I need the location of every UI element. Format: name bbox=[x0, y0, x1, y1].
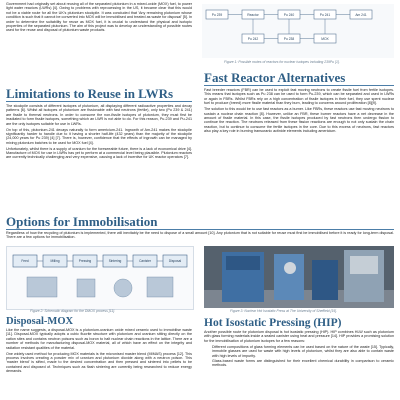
fast-paragraph-2: The solution to this would be to use fast reactors as a burner. Like FBRs, these reactors use fast moving neutrons to sustain a nuclear chain reaction [8]. However, unlike an FBR, these burner reactors have a net decrease in the amount of fissile material. In this case, the fissile isotopes produced by fast neutrons then undergo fission to continue the reaction. The neutrons released from these fission reactions are enough to not only sustain the chain reaction, but to continue to consume the fertile isotopes in the core. Due to this excess of neutrons, fast reactors also play a key role in burning transuranic actinide elements including americium. bbox=[204, 107, 394, 134]
flow-node-label: Reactor bbox=[247, 13, 259, 17]
section-title-lwr: Limitations to Reuse in LWRs bbox=[6, 86, 174, 101]
lwr-paragraph-3: Unfortunately, whilst there is a supply of uranium for the foreseeable future, there is a lack of economical drive [4]. Manufacture of MOX for use in LWRs has yet to perform at a commercial level being plausible. Plutonium reactors are currently technically challenging and very expensive, causing a lack of incentive for UK reactor operators [7]. bbox=[6, 146, 192, 160]
hip-bullet-item: • Different compositions of glass forming elements can be used based on the nature of the waste [15]. Typically, immobile glasses are used for waste with high levels of plutonium, whilst they are also able to contain waste with high levels of impurity. bbox=[212, 345, 394, 358]
figure-2-caption: Figure 2: Schematic diagram for the DMOX process [11]. bbox=[30, 309, 116, 313]
lwr-paragraph-2: On top of this, plutonium-241 decays naturally to form americium-241. Ingrowth of Am-241 makes the stockpile significantly harder to handle due to it having a shorter half-life (432 years) than the majority of the stockpile (24,000 years for Pu 239) [4] [7]. There is, however, confidence that the effects of ingrowth can be managed by mixing plutonium batches to be used for MOX fuel [4]. bbox=[6, 127, 192, 145]
options-text bbox=[6, 231, 394, 245]
section-title-fast-reactors: Fast Reactor Alternatives bbox=[204, 70, 346, 85]
diagram-step-label: Milling bbox=[50, 259, 60, 264]
figure-1-flow-diagram bbox=[202, 4, 394, 58]
section-rule-fast bbox=[204, 85, 394, 86]
section-rule-options bbox=[6, 229, 394, 230]
intro-paragraph: Government had originally set about reusing all of the separated plutonium in a mixed-oxide (MOX) fuel, to power light water reactors (LWRs) [4]. Owing to problems with reprocessing in the US, it became clear that this would not be a viable route for all the UK's plutonium stockpile. It was concluded that 'Any remaining plutonium whose condition is such that it cannot be converted into MOX will be immobilised and treated as waste for disposal' [5]. In order to determine the suitability for reuse as MOX fuel, it is crucial to understand the physical and isotopic properties of the separated plutonium. The aim of this project was to develop an understanding of possible routes used for the reuse and disposal of plutonium waste products. bbox=[6, 2, 192, 33]
diagram-step-label: Canister bbox=[139, 259, 151, 264]
dmox-text-column bbox=[6, 328, 192, 398]
hip-text-column bbox=[204, 330, 394, 398]
diagram-step-label: Sintering bbox=[108, 259, 122, 264]
diagram-step-label: Disposal bbox=[168, 259, 182, 264]
flow-node-label: MOX bbox=[321, 37, 329, 41]
hip-bullet-list bbox=[204, 345, 394, 368]
flow-node-label: Pu 238 bbox=[283, 37, 295, 41]
fast-paragraph-1: Fast breeder reactors (FBR) can be used to exploit fast moving neutrons to create fissile fuel from fertile isotopes. This means that isotopes such as Pu 238 can be used to form Pu-239, which can be separated and used in LWRs or again in FBRs. Whilst FBRs rely on a high concentration of fissile isotopes in their fuel, they use spent nuclear fuel to produce (breed) more fissile material than they burn, leading to concerns around proliferation [8][9]. bbox=[204, 88, 394, 106]
section-rule-lwr bbox=[6, 101, 192, 102]
flow-node-label: Pu 240 bbox=[283, 13, 295, 17]
intro-text-column bbox=[6, 2, 192, 86]
fast-text-column bbox=[204, 88, 394, 208]
figure-2-dmox-diagram bbox=[6, 246, 194, 310]
section-title-immobilisation: Options for Immobilisation bbox=[6, 214, 158, 229]
dmox-paragraph-1: Like the name suggests, a disposal-MOX is a plutonium-uranium oxide mixed ceramic used to immobilise waste [11]. Disposal-MOX typically adopts a cubic fluorite structure with plutonium and uranium sitting directly on the cation sites and contains neutron poisons such as boron to halt nuclear chain reactions in the lattice. There are a number of methods for manufacturing disposal-MOX material, all of which have an effect on the integrity and radiation resistant qualities of the material. bbox=[6, 328, 192, 350]
diagram-step-label: Feed bbox=[21, 259, 29, 264]
lwr-paragraph-1: The stockpile consists of different isotopes of plutonium, all displaying different radioactive properties and decay patterns [6]. Whilst all isotopes of plutonium are fissionable with fast neutrons (fertile), only two (Pu 239 & 241) are fissile to thermal neutrons. In order to consume the non-fissile isotopes of plutonium, they must first be irradiated to form fissile isotopes, something which an LWR is not able to do. For this reason, Pu-239 and Pu-241 are the only isotopes suitable for use in LWRs. bbox=[6, 104, 192, 126]
diagram-step-label: Pressing bbox=[78, 259, 92, 264]
flow-node-label: Pu 239 bbox=[211, 13, 223, 17]
dmox-paragraph-2: One widely used method for producing MOX materials is the micronised master blend (MIMAS) process [12]. This process involves creating a powder mix of uranium and plutonium dioxide along with a neutron poison. This 'master blend' is sifted, made to the desired concentration and then pressed and sintered into pellets to be contained and disposed of. Techniques such as flash sintering are currently being researched to reduce energy demands. bbox=[6, 351, 192, 374]
figure-3-hip-photo bbox=[204, 246, 394, 308]
dmox-diagram-svg bbox=[7, 247, 193, 309]
section-title-hip: Hot Isostatic Pressing (HIP) bbox=[204, 317, 342, 329]
options-paragraph: Regardless of how the recycling of plutonium is implemented, there will inevitably be the need to dispose of a small amount [10]. Any plutonium that is not suitable for reuse must first be immobilised before it is ready for long-term disposal. There are a few options for immobilisation. bbox=[6, 231, 394, 240]
flow-node-label: Am 241 bbox=[355, 13, 367, 17]
section-title-dmox: Disposal-MOX bbox=[6, 316, 74, 327]
hip-photo-svg bbox=[204, 246, 394, 308]
hip-paragraph: Another possible route for plutonium disposal is hot isostatic pressing (HIP). HIP combines HLW such as plutonium with glass forming materials inside a sealed canister using heat and pressure [14]. HIP provides a promising solution for the immobilisation of plutonium isotopes for a few reasons: bbox=[204, 330, 394, 343]
figure-1-caption: Figure 1: Possible routes of reactors for nuclear isotopes including 239Pu [1]. bbox=[224, 60, 340, 64]
hip-bullet-item: • Glass-based waste forms are distinguished for their excellent chemical durability in comparison to ceramic methods. bbox=[212, 359, 394, 368]
flow-node-label: Pu 241 bbox=[319, 13, 331, 17]
flow-node-label: Pu 242 bbox=[247, 37, 259, 41]
figure-3-caption: Figure 3: Nuclear Hot Isostatic Press at The University of Sheffield [15]. bbox=[230, 309, 338, 313]
lwr-text-column bbox=[6, 104, 192, 214]
flow-diagram-svg bbox=[202, 4, 394, 58]
